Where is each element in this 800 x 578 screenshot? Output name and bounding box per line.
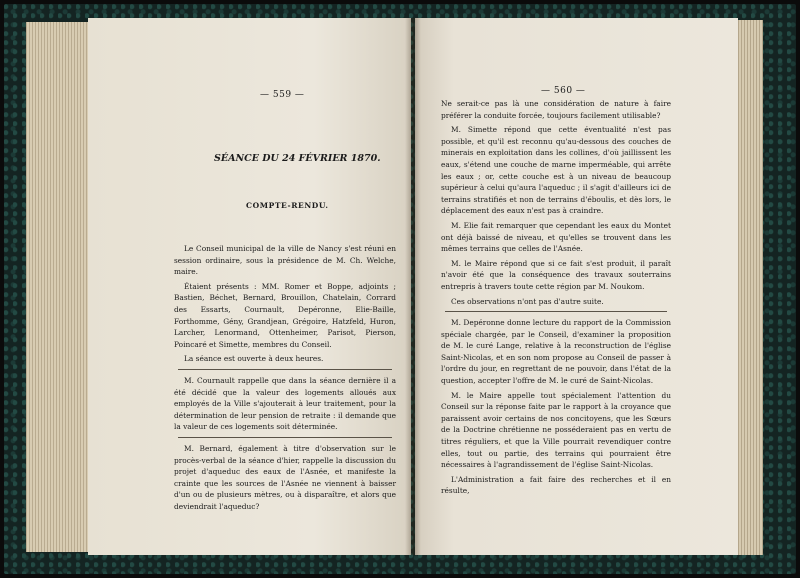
paragraph: Ces observations n'ont pas d'autre suite. xyxy=(451,296,604,306)
right-page xyxy=(415,18,738,555)
section-heading: COMPTE-RENDU. xyxy=(246,201,329,210)
session-title: SÉANCE DU 24 FÉVRIER 1870. xyxy=(214,153,381,164)
book-gutter-shadow xyxy=(405,18,421,555)
paragraph: L'Administration a fait faire des recherches et il en résulte, xyxy=(441,474,671,496)
paragraph: M. Simette répond que cette éventualité n'est pas possible, et qu'il est reconnu qu'au-dessous des couches de minerais en exploitation dans les collines, d'où jaillissent les eaux, s'étend une couche de marne imperméable, qui arrête les eaux ; or, cette couche est à un niveau de beaucoup supérieur à celui qu'aura l'aqueduc ; il s'agit d'ailleurs ici de terrains stratifiés et non de terrains d'éboulis, et dès lors, le déplacement des eaux n'est pas à craindre. xyxy=(441,125,671,216)
paragraph: Le Conseil municipal de la ville de Nancy s'est réuni en session ordinaire, sous la présidence de M. Ch. Welche, maire. xyxy=(174,244,396,277)
divider xyxy=(178,437,392,438)
paragraph: Étaient présents : MM. Romer et Boppe, adjoints ; Bastien, Béchet, Bernard, Brouillon, Chatelain, Corrard des Essarts, Cournault, Depéronne, Elie-Baille, Forthomme, Gény, Grandjean, Grégoire, Hatzfeld, Huron, Larcher, Lenormand, Ottenheimer, Parisot, Pierson, Poincaré et Simette, membres du Conseil. xyxy=(174,281,396,349)
paragraph: M. le Maire appelle tout spécialement l'attention du Conseil sur la réponse faite par le rapport à la croyance que paraissent avoir certains de nos concitoyens, que les Sœurs de la Doctrine chrétienne ne posséderaient pas en vertu de titres réguliers, et que la Ville pourrait revendiquer contre elles, tout ou partie, des terrains qui pourraient être nécessaires à l'agrandissement de l'église Saint-Nicolas. xyxy=(441,390,671,470)
divider xyxy=(178,369,392,370)
left-page-number: — 559 — xyxy=(260,90,305,100)
left-page xyxy=(88,18,411,555)
right-page-edges xyxy=(735,20,763,555)
paragraph: Ne serait-ce pas là une considération de nature à faire préférer la conduite forcée, toujours facilement utilisable? xyxy=(441,99,671,120)
paragraph: M. Bernard, également à titre d'observation sur le procès-verbal de la séance d'hier, rappelle la discussion du projet d'aqueduc des eaux de l'Asnée, et manifeste la crainte que les sources de l'Asnée ne viennent à baisser d'un ou de plusieurs mètres, ou à disparaître, et alors que deviendrait l'aqueduc? xyxy=(174,443,396,511)
divider xyxy=(445,311,667,312)
paragraph: M. Depéronne donne lecture du rapport de la Commission spéciale chargée, par le Conseil, d'examiner la proposition de M. le curé Lange, relative à la reconstruction de l'église Saint-Nicolas, et en son nom propose au Conseil de passer à l'ordre du jour, en regrettant de ne pouvoir, dans l'état de la question, accepter l'offre de M. le curé de Saint-Nicolas. xyxy=(441,318,671,386)
left-body xyxy=(174,243,396,515)
right-body xyxy=(441,98,671,500)
paragraph: La séance est ouverte à deux heures. xyxy=(184,354,324,364)
paragraph: M. Cournault rappelle que dans la séance dernière il a été décidé que la valeur des logements alloués aux employés de la Ville s'ajouterait à leur traitement, pour la détermination de leur pension de retraite : il demande que la valeur de ces logements soit déterminée. xyxy=(174,375,396,432)
paragraph: M. le Maire répond que si ce fait s'est produit, il paraît n'avoir été que la conséquence des travaux souterrains entrepris à travers toute cette région par M. Noukom. xyxy=(441,258,671,291)
right-page-number: — 560 — xyxy=(541,86,586,96)
paragraph: M. Elie fait remarquer que cependant les eaux du Montet ont déjà baissé de niveau, et qu'elles se trouvent dans les mêmes terrains que celles de l'Asnée. xyxy=(441,220,671,254)
left-page-edges xyxy=(26,22,90,552)
